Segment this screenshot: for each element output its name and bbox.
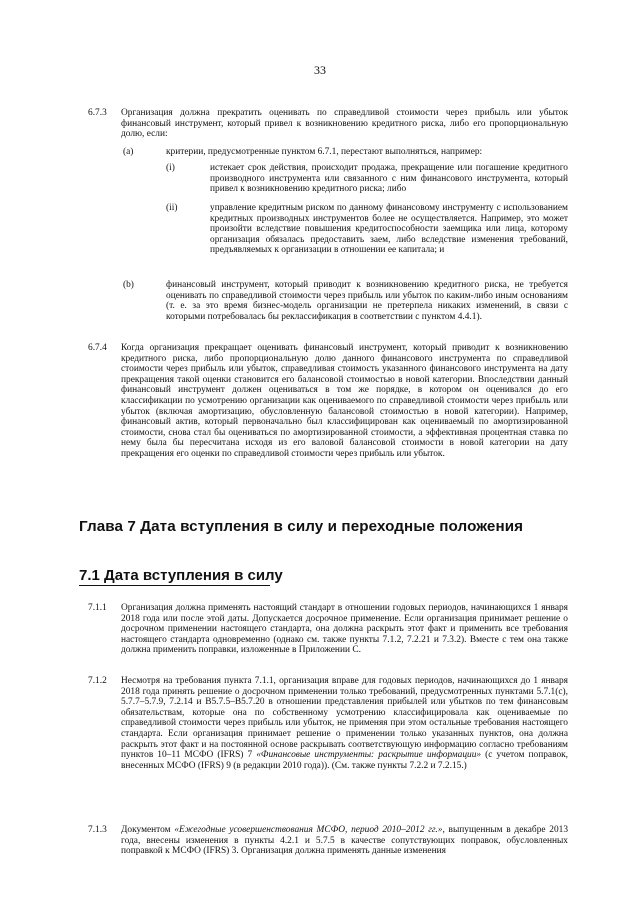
section-heading: 7.1 Дата вступления в силу <box>79 567 283 584</box>
list-item-text: истекает срок действия, происходит продажа, прекращение или погашение кредитного производного инструмента или связанного с ним финансового инструмента, который привел к возникновению кредитного риска; либо <box>210 163 568 195</box>
list-label: (a) <box>123 147 134 157</box>
chapter-heading: Глава 7 Дата вступления в силу и переходные положения <box>79 518 524 535</box>
paragraph-text <box>121 676 568 771</box>
paragraph-text-part: выпущенным в декабре 2013 года, внесены изменения в пункты 4.2.1 и 5.7.5 в качестве сопутствующих поправок, обусловленных поправкой к МСФО (IFRS) 3. Организация должна применять данные изменения <box>121 825 569 857</box>
paragraph-text: Организация должна применять настоящий стандарт в отношении годовых периодов, начинающихся 1 января 2018 года или после этой даты. Допускается досрочное применение. Если организация принимает решение о досрочном применении настоящего стандарта, она должна раскрыть этот факт и применить все требования настоящего стандарта одновременно (однако см. также пункты 7.1.2, 7.2.21 и 7.3.2). Вместе с тем она также должна применить поправки, изложенные в Приложении C. <box>121 603 568 656</box>
list-item-text: финансовый инструмент, который приводит к возникновению кредитного риска, не требуется оценивать по справедливой стоимости через прибыль или убыток по каким-либо иным основаниям (т. е. за это время бизнес-модель организации не претерпела никаких изменений, в связи с которыми потребовалась бы реклассификация в соответствии с пунктом 4.4.1). <box>166 280 568 322</box>
document-title-italic: «Ежегодные усовершенствования МСФО, период 2010–2012 гг.», <box>174 825 445 835</box>
list-item-text: управление кредитным риском по данному финансовому инструменту с использованием кредитных производных инструментов более не осуществляется. Например, это может произойти вследствие повышения кредитоспособности заемщика или лица, которому организация обязалась предоставить заем, либо вследствие изменения требований, предъявляемых к организации в отношении ее капитала; и <box>210 203 568 256</box>
paragraph-number: 7.1.3 <box>88 825 107 835</box>
paragraph-text-part: (с учетом поправок, внесенных МСФО (IFRS) 9 (в редакции 2010 года)). (См. также пункты 7.2.2 и 7.2.15.) <box>121 750 569 771</box>
paragraph-number: 6.7.3 <box>88 108 107 118</box>
list-item-text: критерии, предусмотренные пунктом 6.7.1, перестают выполняться, например: <box>166 147 483 157</box>
page-number: 33 <box>314 63 326 77</box>
paragraph-number: 7.1.2 <box>88 676 107 686</box>
list-label: (ii) <box>166 203 178 213</box>
paragraph-text-part: Документом <box>121 825 171 835</box>
paragraph-text <box>121 825 568 857</box>
paragraph-number: 6.7.4 <box>88 343 107 353</box>
list-label: (b) <box>123 280 134 290</box>
paragraph-text: Когда организация прекращает оценивать финансовый инструмент, который приводит к возникновению кредитного риска, либо пропорциональную долю данного финансового инструмента по справедливой стоимости через прибыль или убыток, справедливая стоимость указанного финансового инструмента на дату прекращения такой оценки становится его балансовой стоимостью в новой категории. Впоследствии данный финансовый инструмент должен оцениваться в том же порядке, в котором он оценивался до его классификации по усмотрению организации как оцениваемого по справедливой стоимости через прибыль или убыток (включая амортизацию, обусловленную балансовой стоимостью в новой категории). Например, финансовый актив, который первоначально был классифицирован как оцениваемый по амортизированной стоимости, снова стал бы оцениваться по амортизированной стоимости, а эффективная процентная ставка по нему была бы пересчитана исходя из его валовой балансовой стоимости в новой категории на дату прекращения его оценки по справедливой стоимости через прибыль или убыток. <box>121 343 568 459</box>
paragraph-number: 7.1.1 <box>88 603 107 613</box>
list-label: (i) <box>166 163 175 173</box>
document-title-italic: «Финансовые инструменты: раскрытие информации» <box>256 750 482 761</box>
paragraph-text: Организация должна прекратить оценивать по справедливой стоимости через прибыль или убыток финансовый инструмент, который привел к возникновению кредитного риска, либо его пропорциональную долю, если: <box>121 108 568 140</box>
section-heading-underline <box>79 585 270 586</box>
paragraph-text-part: Несмотря на требования пункта 7.1.1, организация вправе для годовых периодов, начинающихся до 1 января 2018 года принять решение о досрочном применении только требований, предусмотренных пунктами 5.7.1(c), 5.7.7–5.7.9, 7.2.14 и B5.7.5–B5.7.20 в отношении представления прибылей или убытков по тем финансовым обязательствам, которые она по собственному усмотрению классифицировала как оцениваемые по справедливой стоимости через прибыль или убыток, не применяя при этом остальные требования настоящего стандарта. Если организация принимает решение о применении только указанных пунктов, она должна раскрыть этот факт и на постоянной основе раскрывать соответствующую информацию согласно требованиям пунктов 10–11 МСФО (IFRS) 7 <box>121 676 568 761</box>
